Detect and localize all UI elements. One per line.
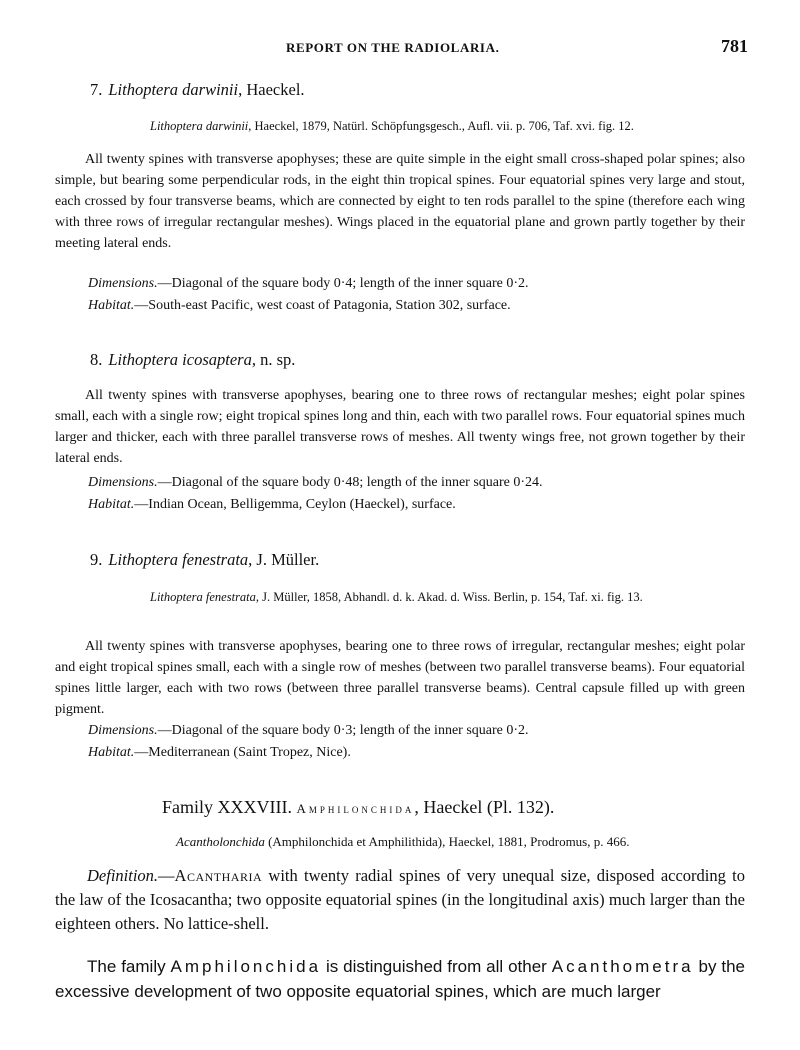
habitat-label: Habitat. [88,497,135,512]
habitat-label: Habitat. [88,298,135,313]
page-number: 781 [721,36,748,56]
species-7-description [55,149,745,254]
species-number: 8. [90,350,103,369]
family-citation-text: (Amphilonchida et Amphilithida), Haeckel, 1881, Prodromus, p. 466. [264,834,630,849]
species-9-habitat [88,745,351,761]
species-9-heading [90,550,319,570]
closing-text-2: is distinguished from all other [321,957,552,976]
species-authority: , n. sp. [251,350,296,369]
species-8-dimensions [88,475,543,491]
running-head: REPORT ON THE RADIOLARIA. [286,40,500,55]
species-authority: , Haeckel. [238,80,305,99]
species-8-heading [90,350,295,370]
family-citation [176,834,630,850]
habitat-text: —Mediterranean (Saint Tropez, Nice). [134,745,351,760]
species-number: 9. [90,550,103,569]
page-header [0,38,800,58]
species-name: Lithoptera darwinii [108,80,239,99]
citation-name: Lithoptera fenestrata [150,590,256,604]
definition-text: with twenty radial spines of very unequal size, disposed according to the law of the Icosacantha; two opposite equatorial spines (in the longitudinal axis) much larger than the eighteen others. No lattice-shell. [55,866,745,933]
habitat-text: —South-east Pacific, west coast of Patagonia, Station 302, surface. [134,298,511,313]
definition-paragraph [55,864,745,936]
definition-group: Acantharia [174,866,263,885]
species-number: 7. [90,80,103,99]
species-7-citation [150,117,750,136]
citation-text: , Haeckel, 1879, Natürl. Schöpfungsgesch., Aufl. vii. p. 706, Taf. xvi. fig. 12. [248,119,634,133]
family-name: Amphilonchida [296,801,415,816]
definition-dash: — [158,866,175,885]
species-9-citation [150,588,750,607]
species-9-dimensions [88,723,529,739]
family-citation-name: Acantholonchida [176,834,265,849]
dimensions-text: —Diagonal of the square body 0·4; length of the inner square 0·2. [157,276,529,291]
family-heading [162,797,554,818]
species-authority: , J. Müller. [248,550,320,569]
citation-text: , J. Müller, 1858, Abhandl. d. k. Akad. d. Wiss. Berlin, p. 154, Taf. xi. fig. 13. [255,590,643,604]
dimensions-label: Dimensions. [88,475,158,490]
family-prefix: Family XXXVIII. [162,797,292,817]
dimensions-label: Dimensions. [88,276,158,291]
citation-name: Lithoptera darwinii [150,119,249,133]
closing-text-1: The family [87,957,171,976]
closing-name-1: Amphilonchida [170,957,322,976]
closing-text-3: by the excessive development of two opposite equatorial spines, which are much larger [55,957,745,1001]
species-7-heading [90,80,305,100]
species-8-description [55,385,745,469]
species-name: Lithoptera icosaptera [108,350,252,369]
description-text: All twenty spines with transverse apophyses; these are quite simple in the eight small cross-shaped polar spines; also simple, but bearing some perpendicular rods, in the eight thin tropical spines. Four equatorial spines very large and stout, each crossed by four transverse beams, which are connected by eight to ten rods parallel to the spine (therefore each wing with three rows of irregular rectangular meshes). Wings placed in the equatorial plane and grown partly together by their meeting lateral ends. [55,152,745,251]
species-name: Lithoptera fenestrata [108,550,249,569]
species-9-description [55,636,745,720]
habitat-text: —Indian Ocean, Belligemma, Ceylon (Haeckel), surface. [134,497,456,512]
dimensions-text: —Diagonal of the square body 0·48; length of the inner square 0·24. [157,475,543,490]
definition-label: Definition. [87,866,159,885]
species-8-habitat [88,497,456,513]
species-7-habitat [88,298,511,314]
description-text: All twenty spines with transverse apophyses, bearing one to three rows of irregular, rectangular meshes; eight polar and eight tropical spines small, each with a single row of meshes (between two parallel transverse beams). Four equatorial spines little larger, each with two rows (between three parallel transverse beams). Central capsule filled up with green pigment. [55,639,745,717]
dimensions-label: Dimensions. [88,723,158,738]
species-7-dimensions [88,276,529,292]
description-text: All twenty spines with transverse apophyses, bearing one to three rows of rectangular meshes; eight polar spines small, each with a single row; eight tropical spines long and thin, each with two parallel rows. Four equatorial spines much larger and thicker, each with three parallel transverse rows of meshes. All twenty wings free, not grown together by their lateral ends. [55,388,745,466]
dimensions-text: —Diagonal of the square body 0·3; length of the inner square 0·2. [157,723,529,738]
family-suffix: , Haeckel (Pl. 132). [414,797,555,817]
closing-name-2: Acanthometra [551,957,694,976]
habitat-label: Habitat. [88,745,135,760]
closing-paragraph [55,954,745,1004]
